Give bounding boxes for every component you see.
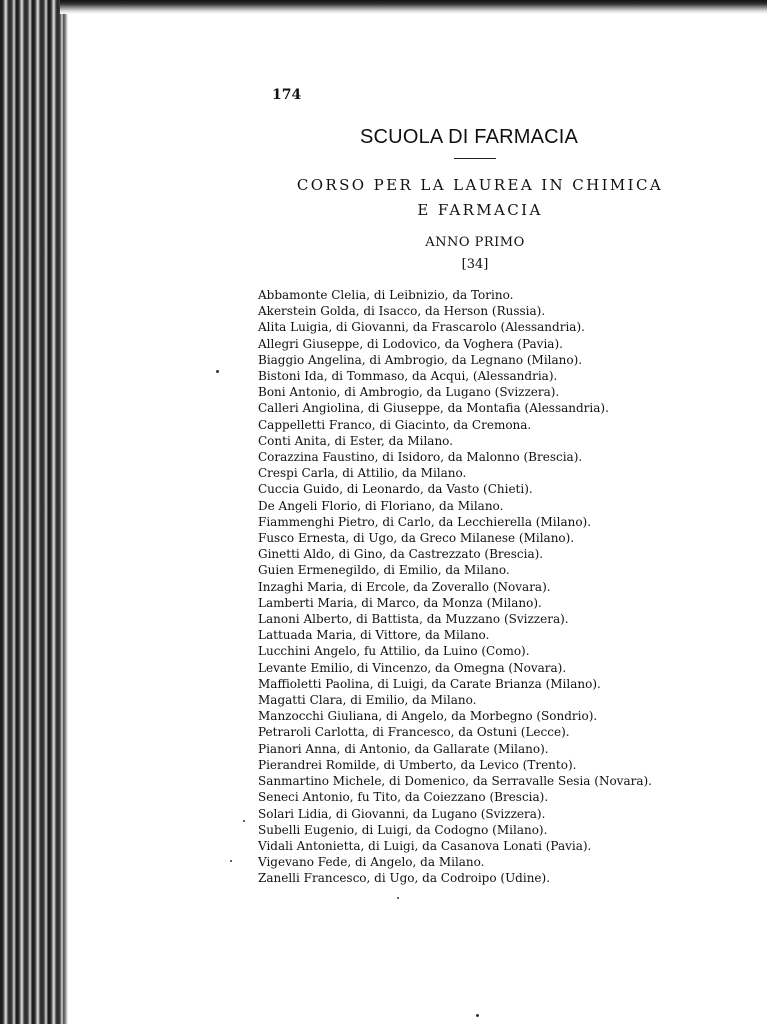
student-entry: Fusco Ernesta, di Ugo, da Greco Milanese (Milano). (258, 531, 575, 546)
student-entry: De Angeli Florio, di Floriano, da Milano. (258, 498, 504, 513)
student-entry: Calleri Angiolina, di Giuseppe, da Montafia (Alessandria). (258, 401, 609, 416)
scan-speck (476, 1014, 479, 1017)
student-entry: Zanelli Francesco, di Ugo, da Codroipo (Udine). (258, 871, 551, 886)
student-entry: Solari Lidia, di Giovanni, da Lugano (Svizzera). (258, 806, 546, 821)
student-entry: Crespi Carla, di Attilio, da Milano. (258, 466, 467, 481)
scan-speck (397, 897, 399, 899)
student-entry: Levante Emilio, di Vincenzo, da Omegna (Novara). (258, 660, 567, 675)
student-entry: Guien Ermenegildo, di Emilio, da Milano. (258, 563, 510, 578)
top-scan-edge (60, 0, 767, 14)
student-entry: Sanmartino Michele, di Domenico, da Serravalle Sesia (Novara). (258, 774, 652, 789)
student-entry: Ginetti Aldo, di Gino, da Castrezzato (Brescia). (258, 547, 544, 562)
page-number: 174 (272, 87, 302, 103)
student-entry: Lattuada Maria, di Vittore, da Milano. (258, 628, 490, 643)
year-heading: ANNO PRIMO (425, 235, 525, 250)
student-entry: Conti Anita, di Ester, da Milano. (258, 433, 453, 448)
student-entry: Alita Luigia, di Giovanni, da Frascarolo (Alessandria). (258, 320, 585, 335)
student-list (258, 287, 652, 887)
student-entry: Vidali Antonietta, di Luigi, da Casanova Lonati (Pavia). (258, 838, 592, 853)
student-entry: Inzaghi Maria, di Ercole, da Zoverallo (Novara). (258, 579, 551, 594)
student-entry: Cappelletti Franco, di Giacinto, da Cremona. (258, 417, 532, 432)
student-entry: Maffioletti Paolina, di Luigi, da Carate Brianza (Milano). (258, 676, 601, 691)
student-entry: Lamberti Maria, di Marco, da Monza (Milano). (258, 595, 542, 610)
student-entry: Allegri Giuseppe, di Lodovico, da Voghera (Pavia). (258, 336, 563, 351)
student-entry: Fiammenghi Pietro, di Carlo, da Lecchierella (Milano). (258, 514, 592, 529)
student-entry: Abbamonte Clelia, di Leibnizio, da Torino. (258, 288, 514, 302)
student-entry: Petraroli Carlotta, di Francesco, da Ostuni (Lecce). (258, 725, 570, 740)
scan-speck (243, 820, 245, 822)
student-entry: Vigevano Fede, di Angelo, da Milano. (258, 855, 485, 870)
school-title: SCUOLA DI FARMACIA (360, 126, 579, 148)
binding-shadow (64, 0, 68, 1024)
student-entry: Lanoni Alberto, di Battista, da Muzzano (Svizzera). (258, 612, 569, 627)
student-count: [34] (461, 257, 489, 272)
title-divider (454, 158, 496, 159)
student-entry: Boni Antonio, di Ambrogio, da Lugano (Svizzera). (258, 385, 560, 400)
scan-speck (216, 370, 219, 373)
student-entry: Pierandrei Romilde, di Umberto, da Levico (Trento). (258, 757, 577, 772)
student-entry: Akerstein Golda, di Isacco, da Herson (Russia). (258, 304, 546, 319)
course-title (260, 173, 700, 223)
student-entry: Lucchini Angelo, fu Attilio, da Luino (Como). (258, 644, 530, 659)
course-title-line-2: E FARMACIA (417, 201, 543, 219)
student-entry: Magatti Clara, di Emilio, da Milano. (258, 693, 477, 708)
student-entry: Seneci Antonio, fu Tito, da Coiezzano (Brescia). (258, 790, 549, 805)
student-entry: Biaggio Angelina, di Ambrogio, da Legnano (Milano). (258, 352, 583, 367)
student-entry: Bistoni Ida, di Tommaso, da Acqui, (Alessandria). (258, 369, 558, 384)
book-binding-edge (0, 0, 64, 1024)
course-title-line-1: CORSO PER LA LAUREA IN CHIMICA (296, 176, 664, 194)
student-entry: Corazzina Faustino, di Isidoro, da Malonno (Brescia). (258, 450, 583, 465)
student-entry: Subelli Eugenio, di Luigi, da Codogno (Milano). (258, 822, 548, 837)
scan-speck (230, 860, 232, 862)
student-entry: Manzocchi Giuliana, di Angelo, da Morbegno (Sondrio). (258, 709, 598, 724)
student-entry: Cuccia Guido, di Leonardo, da Vasto (Chieti). (258, 482, 533, 497)
student-entry: Pianori Anna, di Antonio, da Gallarate (Milano). (258, 741, 549, 756)
